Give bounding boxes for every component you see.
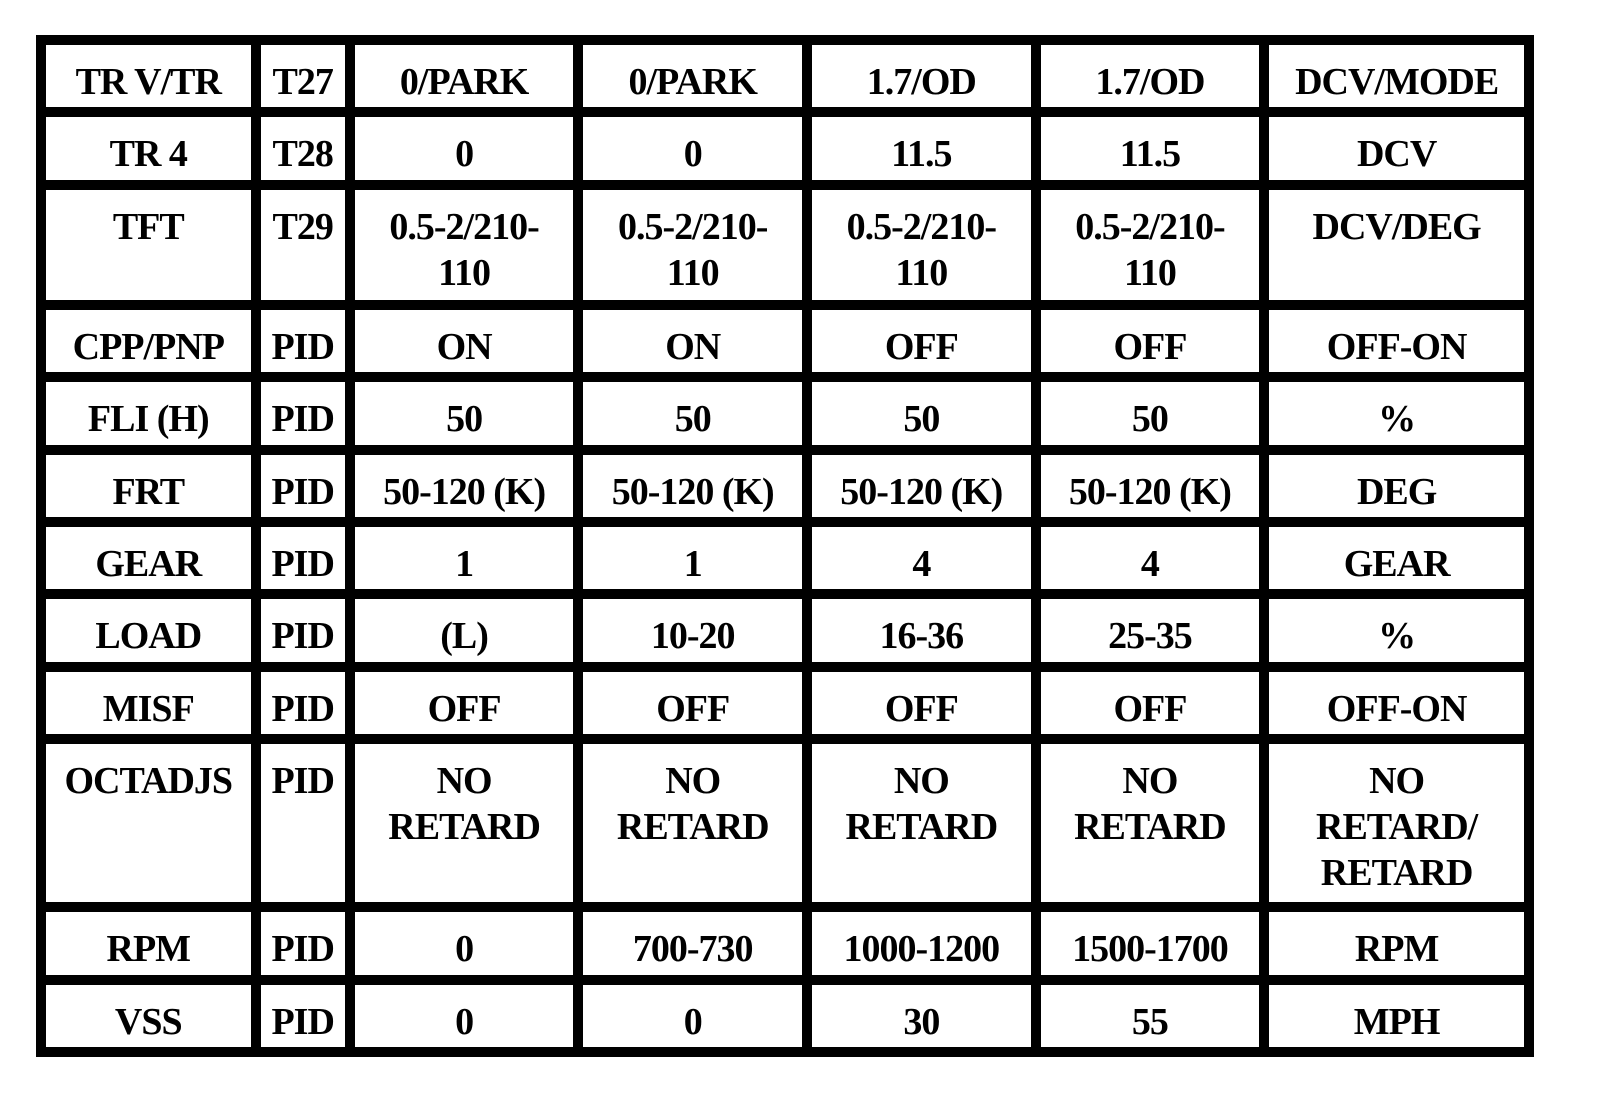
table-cell-condition-1: NO RETARD — [355, 744, 574, 902]
table-cell-condition-1: 0 — [355, 117, 574, 179]
table-row — [46, 455, 1524, 517]
table-cell-source: PID — [261, 985, 345, 1047]
table-cell-source: T29 — [261, 190, 345, 300]
table-cell-condition-4: 55 — [1041, 985, 1260, 1047]
table-cell-condition-3: OFF — [812, 310, 1031, 372]
table-cell-condition-3: 50 — [812, 382, 1031, 444]
table-cell-condition-3: 0.5-2/210- 110 — [812, 190, 1031, 300]
table-row — [46, 744, 1524, 902]
table-cell-parameter: OCTADJS — [46, 744, 251, 902]
table-row — [46, 527, 1524, 589]
table-cell-unit: % — [1269, 382, 1524, 444]
table-cell-condition-1: 0 — [355, 985, 574, 1047]
table-cell-parameter: RPM — [46, 912, 251, 974]
table-cell-condition-3: 16-36 — [812, 599, 1031, 661]
table-cell-source: PID — [261, 382, 345, 444]
table-cell-condition-4: 4 — [1041, 527, 1260, 589]
table-cell-source: PID — [261, 744, 345, 902]
table-cell-unit: MPH — [1269, 985, 1524, 1047]
table-cell-source: PID — [261, 672, 345, 734]
table-cell-condition-4: OFF — [1041, 672, 1260, 734]
table-cell-condition-1: 0.5-2/210- 110 — [355, 190, 574, 300]
table-row — [46, 599, 1524, 661]
table-cell-condition-2: 0 — [583, 117, 802, 179]
table-cell-parameter: LOAD — [46, 599, 251, 661]
table-cell-condition-1: 1 — [355, 527, 574, 589]
table-cell-condition-2: ON — [583, 310, 802, 372]
table-cell-condition-2: 50-120 (K) — [583, 455, 802, 517]
diagnostic-data-table — [36, 35, 1534, 1057]
table-cell-source: PID — [261, 912, 345, 974]
table-cell-condition-3: 1000-1200 — [812, 912, 1031, 974]
table-cell-condition-3: OFF — [812, 672, 1031, 734]
table-cell-parameter: GEAR — [46, 527, 251, 589]
table-cell-parameter: CPP/PNP — [46, 310, 251, 372]
table-cell-condition-1: 0 — [355, 912, 574, 974]
table-cell-condition-1: OFF — [355, 672, 574, 734]
table-row — [46, 45, 1524, 107]
table-cell-condition-3: 30 — [812, 985, 1031, 1047]
table-row — [46, 912, 1524, 974]
table-cell-condition-1: 50-120 (K) — [355, 455, 574, 517]
table-cell-condition-3: 4 — [812, 527, 1031, 589]
table-cell-source: PID — [261, 527, 345, 589]
table-cell-condition-4: NO RETARD — [1041, 744, 1260, 902]
table-cell-condition-2: OFF — [583, 672, 802, 734]
table-cell-condition-2: 0/PARK — [583, 45, 802, 107]
table-cell-source: T28 — [261, 117, 345, 179]
table-cell-unit: GEAR — [1269, 527, 1524, 589]
table-cell-source: PID — [261, 455, 345, 517]
table-cell-condition-3: 50-120 (K) — [812, 455, 1031, 517]
table-cell-parameter: TR V/TR — [46, 45, 251, 107]
table-row — [46, 985, 1524, 1047]
table-cell-condition-4: 1.7/OD — [1041, 45, 1260, 107]
table-cell-condition-2: 10-20 — [583, 599, 802, 661]
table-cell-condition-2: 700-730 — [583, 912, 802, 974]
table-cell-condition-2: 0 — [583, 985, 802, 1047]
table-cell-condition-1: 0/PARK — [355, 45, 574, 107]
table-cell-condition-2: 0.5-2/210- 110 — [583, 190, 802, 300]
table-cell-condition-3: 1.7/OD — [812, 45, 1031, 107]
table-cell-parameter: MISF — [46, 672, 251, 734]
table-cell-condition-2: 50 — [583, 382, 802, 444]
table-cell-source: PID — [261, 599, 345, 661]
table-cell-source: T27 — [261, 45, 345, 107]
table-cell-unit: OFF-ON — [1269, 672, 1524, 734]
table-cell-condition-1: 50 — [355, 382, 574, 444]
table-cell-unit: DEG — [1269, 455, 1524, 517]
table-cell-unit: NO RETARD/ RETARD — [1269, 744, 1524, 902]
table-cell-condition-3: NO RETARD — [812, 744, 1031, 902]
table-cell-parameter: VSS — [46, 985, 251, 1047]
table-cell-unit: DCV/DEG — [1269, 190, 1524, 300]
table-cell-condition-1: (L) — [355, 599, 574, 661]
table-cell-condition-2: 1 — [583, 527, 802, 589]
table-row — [46, 190, 1524, 300]
table-cell-unit: % — [1269, 599, 1524, 661]
table-row — [46, 117, 1524, 179]
table-cell-condition-4: 11.5 — [1041, 117, 1260, 179]
table-cell-source: PID — [261, 310, 345, 372]
table-cell-condition-1: ON — [355, 310, 574, 372]
table-cell-unit: OFF-ON — [1269, 310, 1524, 372]
table-cell-parameter: TR 4 — [46, 117, 251, 179]
table-cell-unit: DCV — [1269, 117, 1524, 179]
table-cell-condition-4: 50 — [1041, 382, 1260, 444]
table-cell-condition-4: 25-35 — [1041, 599, 1260, 661]
table-cell-condition-4: 50-120 (K) — [1041, 455, 1260, 517]
table-cell-unit: DCV/MODE — [1269, 45, 1524, 107]
table-row — [46, 310, 1524, 372]
table-row — [46, 672, 1524, 734]
table-cell-parameter: TFT — [46, 190, 251, 300]
table-cell-parameter: FRT — [46, 455, 251, 517]
table-cell-condition-4: 1500-1700 — [1041, 912, 1260, 974]
table-cell-unit: RPM — [1269, 912, 1524, 974]
table-cell-condition-4: 0.5-2/210- 110 — [1041, 190, 1260, 300]
table-cell-condition-4: OFF — [1041, 310, 1260, 372]
table-cell-condition-2: NO RETARD — [583, 744, 802, 902]
table-cell-condition-3: 11.5 — [812, 117, 1031, 179]
table-cell-parameter: FLI (H) — [46, 382, 251, 444]
table-row — [46, 382, 1524, 444]
